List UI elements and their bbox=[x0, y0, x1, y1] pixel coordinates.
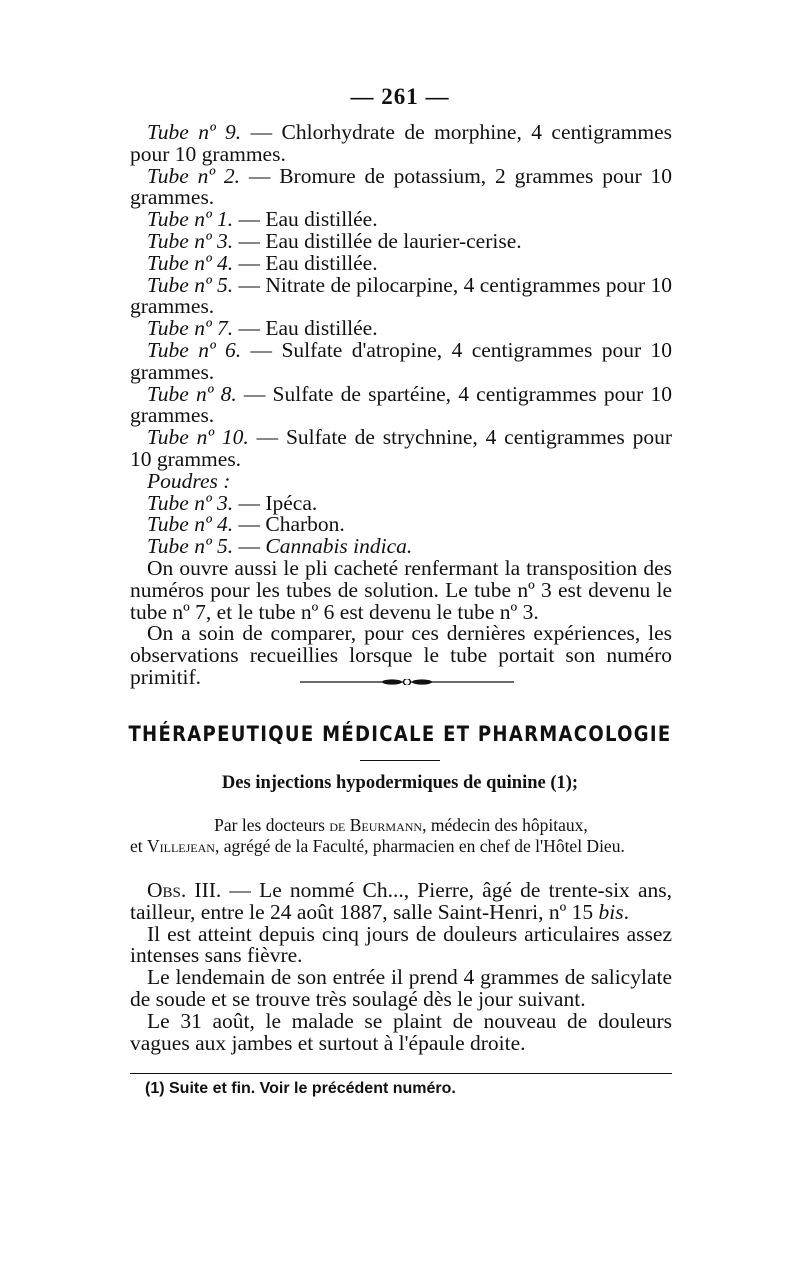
tube-text: — Sulfate de spartéine, 4 centigrammes pour 10 grammes. bbox=[130, 381, 672, 428]
section-heading: THÉRAPEUTIQUE MÉDICALE ET PHARMACOLOGIE bbox=[128, 722, 672, 746]
authors-line: Par les docteurs de Beurmann, médecin des hôpitaux, bbox=[214, 815, 588, 835]
paragraph: Il est atteint depuis cinq jours de douleurs articulaires assez intenses sans fièvre. bbox=[130, 921, 672, 968]
tube-text: — Sulfate d'atropine, 4 centigrammes pour 10 grammes. bbox=[130, 337, 673, 384]
authors-block bbox=[130, 815, 672, 857]
tube-label: Tube nº 3. bbox=[147, 228, 234, 253]
poudre-entry bbox=[130, 490, 672, 515]
observation-section bbox=[130, 880, 672, 1054]
ornament-divider bbox=[300, 679, 514, 685]
tube-text: — Nitrate de pilocarpine, 4 centigrammes pour 10 grammes. bbox=[130, 272, 672, 319]
tube-label: Tube nº 6. bbox=[147, 337, 242, 362]
tube-text: — Charbon. bbox=[233, 512, 345, 537]
tube-entry bbox=[130, 272, 672, 319]
tube-entry bbox=[130, 250, 672, 275]
article-title: Des injections hypodermiques de quinine (1); bbox=[221, 773, 579, 793]
tube-text: — Ipéca. bbox=[233, 490, 318, 515]
tube-entry bbox=[130, 122, 672, 166]
tube-label: Tube nº 3. bbox=[147, 490, 234, 515]
tube-emph: Cannabis indica. bbox=[265, 534, 413, 559]
tube-entry bbox=[130, 228, 672, 253]
author-name: de Beurmann bbox=[329, 815, 423, 835]
tube-text: — Eau distillée de laurier-cerise. bbox=[233, 228, 522, 253]
tube-label: Tube nº 7. bbox=[147, 316, 234, 341]
author-name: Villejean bbox=[147, 836, 215, 856]
heading-rule bbox=[360, 760, 440, 761]
page-number: — 261 — bbox=[350, 84, 450, 109]
paragraph: Le 31 août, le malade se plaint de nouveau de douleurs vagues aux jambes et surtout à l'épaule droite. bbox=[130, 1008, 672, 1055]
poudres-heading: Poudres : bbox=[147, 468, 231, 493]
tube-label: Tube nº 1. bbox=[147, 207, 234, 232]
paragraph: On ouvre aussi le pli cacheté renfermant la transposition des numéros pour les tubes de solution. Le tube nº 3 est devenu le tube nº 7, et le tube nº 6 est devenu le tube nº 3. bbox=[130, 555, 672, 624]
tube-text: — bbox=[233, 534, 266, 559]
tube-label: Tube nº 5. bbox=[147, 534, 234, 559]
tube-text: — Chlorhydrate de morphine, 4 centigrammes pour 10 grammes. bbox=[130, 120, 672, 166]
tube-list-section bbox=[130, 122, 672, 689]
tube-label: Tube nº 4. bbox=[147, 512, 234, 537]
tube-label: Tube nº 10. bbox=[147, 425, 249, 450]
paragraph: Obs. III. — Le nommé Ch..., Pierre, âgé de trente-six ans, tailleur, entre le 24 août 1887, salle Saint-Henri, nº 15 bis. bbox=[130, 878, 672, 924]
tube-text: — Bromure de potassium, 2 grammes pour 10 grammes. bbox=[130, 163, 672, 210]
tube-entry bbox=[130, 337, 673, 384]
tube-label: Tube nº 4. bbox=[147, 250, 234, 275]
authors-line: et Villejean, agrégé de la Faculté, pharmacien en chef de l'Hôtel Dieu. bbox=[130, 836, 625, 856]
tube-entry bbox=[130, 381, 672, 428]
tube-text: — Eau distillée. bbox=[233, 250, 378, 275]
footnote: (1) Suite et fin. Voir le précédent numéro. bbox=[145, 1080, 456, 1097]
tube-label: Tube nº 5. bbox=[147, 272, 234, 297]
tube-label: Tube nº 2. bbox=[147, 163, 241, 188]
tube-entry bbox=[130, 427, 672, 471]
tube-label: Tube nº 8. bbox=[147, 381, 237, 406]
footnote-rule bbox=[130, 1073, 672, 1074]
tube-entry bbox=[130, 163, 672, 210]
tube-text: — Sulfate de strychnine, 4 centigrammes pour 10 grammes. bbox=[130, 425, 672, 471]
poudre-entry bbox=[130, 514, 672, 536]
tube-entry bbox=[130, 318, 672, 340]
obs-label: Obs. III. bbox=[147, 878, 222, 902]
paragraph: Le lendemain de son entrée il prend 4 grammes de salicylate de soude et se trouve très soulagé dès le jour suivant. bbox=[130, 965, 672, 1011]
tube-entry bbox=[130, 209, 672, 231]
tube-label: Tube nº 9. bbox=[147, 120, 242, 144]
tube-text: — Eau distillée. bbox=[233, 207, 378, 232]
paragraph: On a soin de comparer, pour ces dernières expériences, les observations recueillies lorsque le tube portait son numéro primitif. bbox=[130, 621, 672, 689]
poudre-entry bbox=[130, 536, 672, 558]
tube-text: — Eau distillée. bbox=[233, 316, 378, 341]
